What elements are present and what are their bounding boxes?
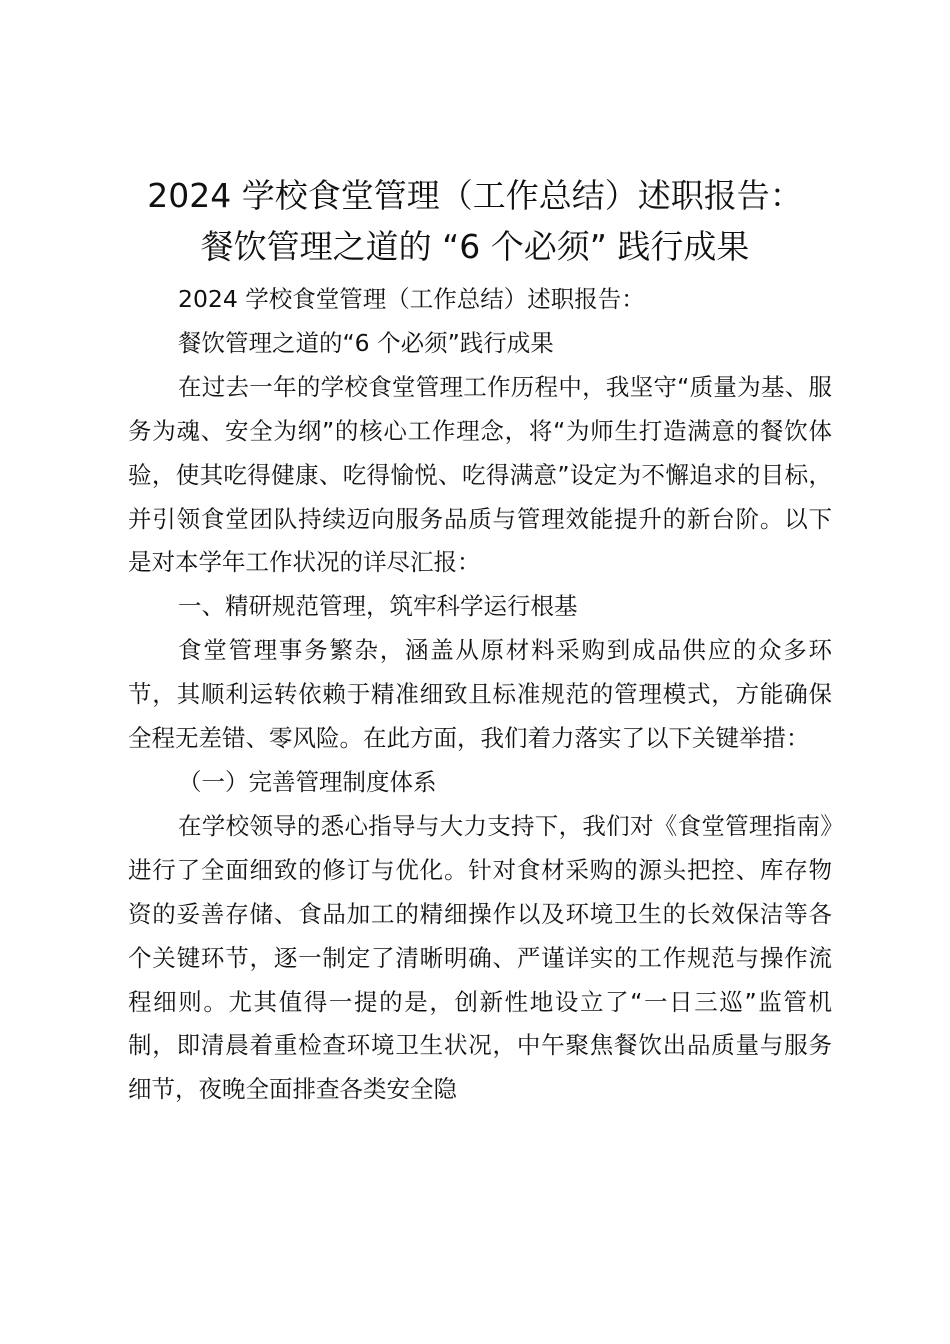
subsection-heading-1: （一）完善管理制度体系 — [178, 767, 437, 796]
section-1-paragraph: 食堂管理事务繁杂，涵盖从原材料采购到成品供应的众多环节，其顺利运转依赖于精准细致且标准规范的管理模式，方能确保全程无差错、零风险。在此方面，我们着力落实了以下关键举措： — [128, 636, 832, 753]
subtitle-line-2: 餐饮管理之道的“6 个必须”践行成果 — [178, 328, 554, 357]
document-title-line-2: 餐饮管理之道的 “6 个必须” 践行成果 — [200, 227, 750, 266]
subsection-1-paragraph: 在学校领导的悉心指导与大力支持下，我们对《食堂管理指南》进行了全面细致的修订与优化。针对食材采购的源头把控、库存物资的妥善存储、食品加工的精细操作以及环境卫生的长效保洁等各个关键环节，逐一制定了清晰明确、严谨详实的工作规范与操作流程细则。尤其值得一提的是，创新性地设立了“一日三巡”监管机制，即清晨着重检查环境卫生状况，中午聚焦餐饮出品质量与服务细节，夜晚全面排查各类安全隐 — [128, 811, 832, 1104]
subtitle-line-1: 2024 学校食堂管理（工作总结）述职报告： — [178, 285, 645, 313]
document-body — [128, 278, 832, 1112]
document-title-line-1: 2024 学校食堂管理（工作总结）述职报告： — [147, 176, 803, 215]
section-heading-1: 一、精研规范管理，筑牢科学运行根基 — [178, 592, 578, 621]
intro-paragraph: 在过去一年的学校食堂管理工作历程中，我坚守“质量为基、服务为魂、安全为纲”的核心工作理念，将“为师生打造满意的餐饮体验，使其吃得健康、吃得愉悦、吃得满意”设定为不懈追求的目标，并引领食堂团队持续迈向服务品质与管理效能提升的新台阶。以下是对本学年工作状况的详尽汇报： — [128, 372, 832, 577]
